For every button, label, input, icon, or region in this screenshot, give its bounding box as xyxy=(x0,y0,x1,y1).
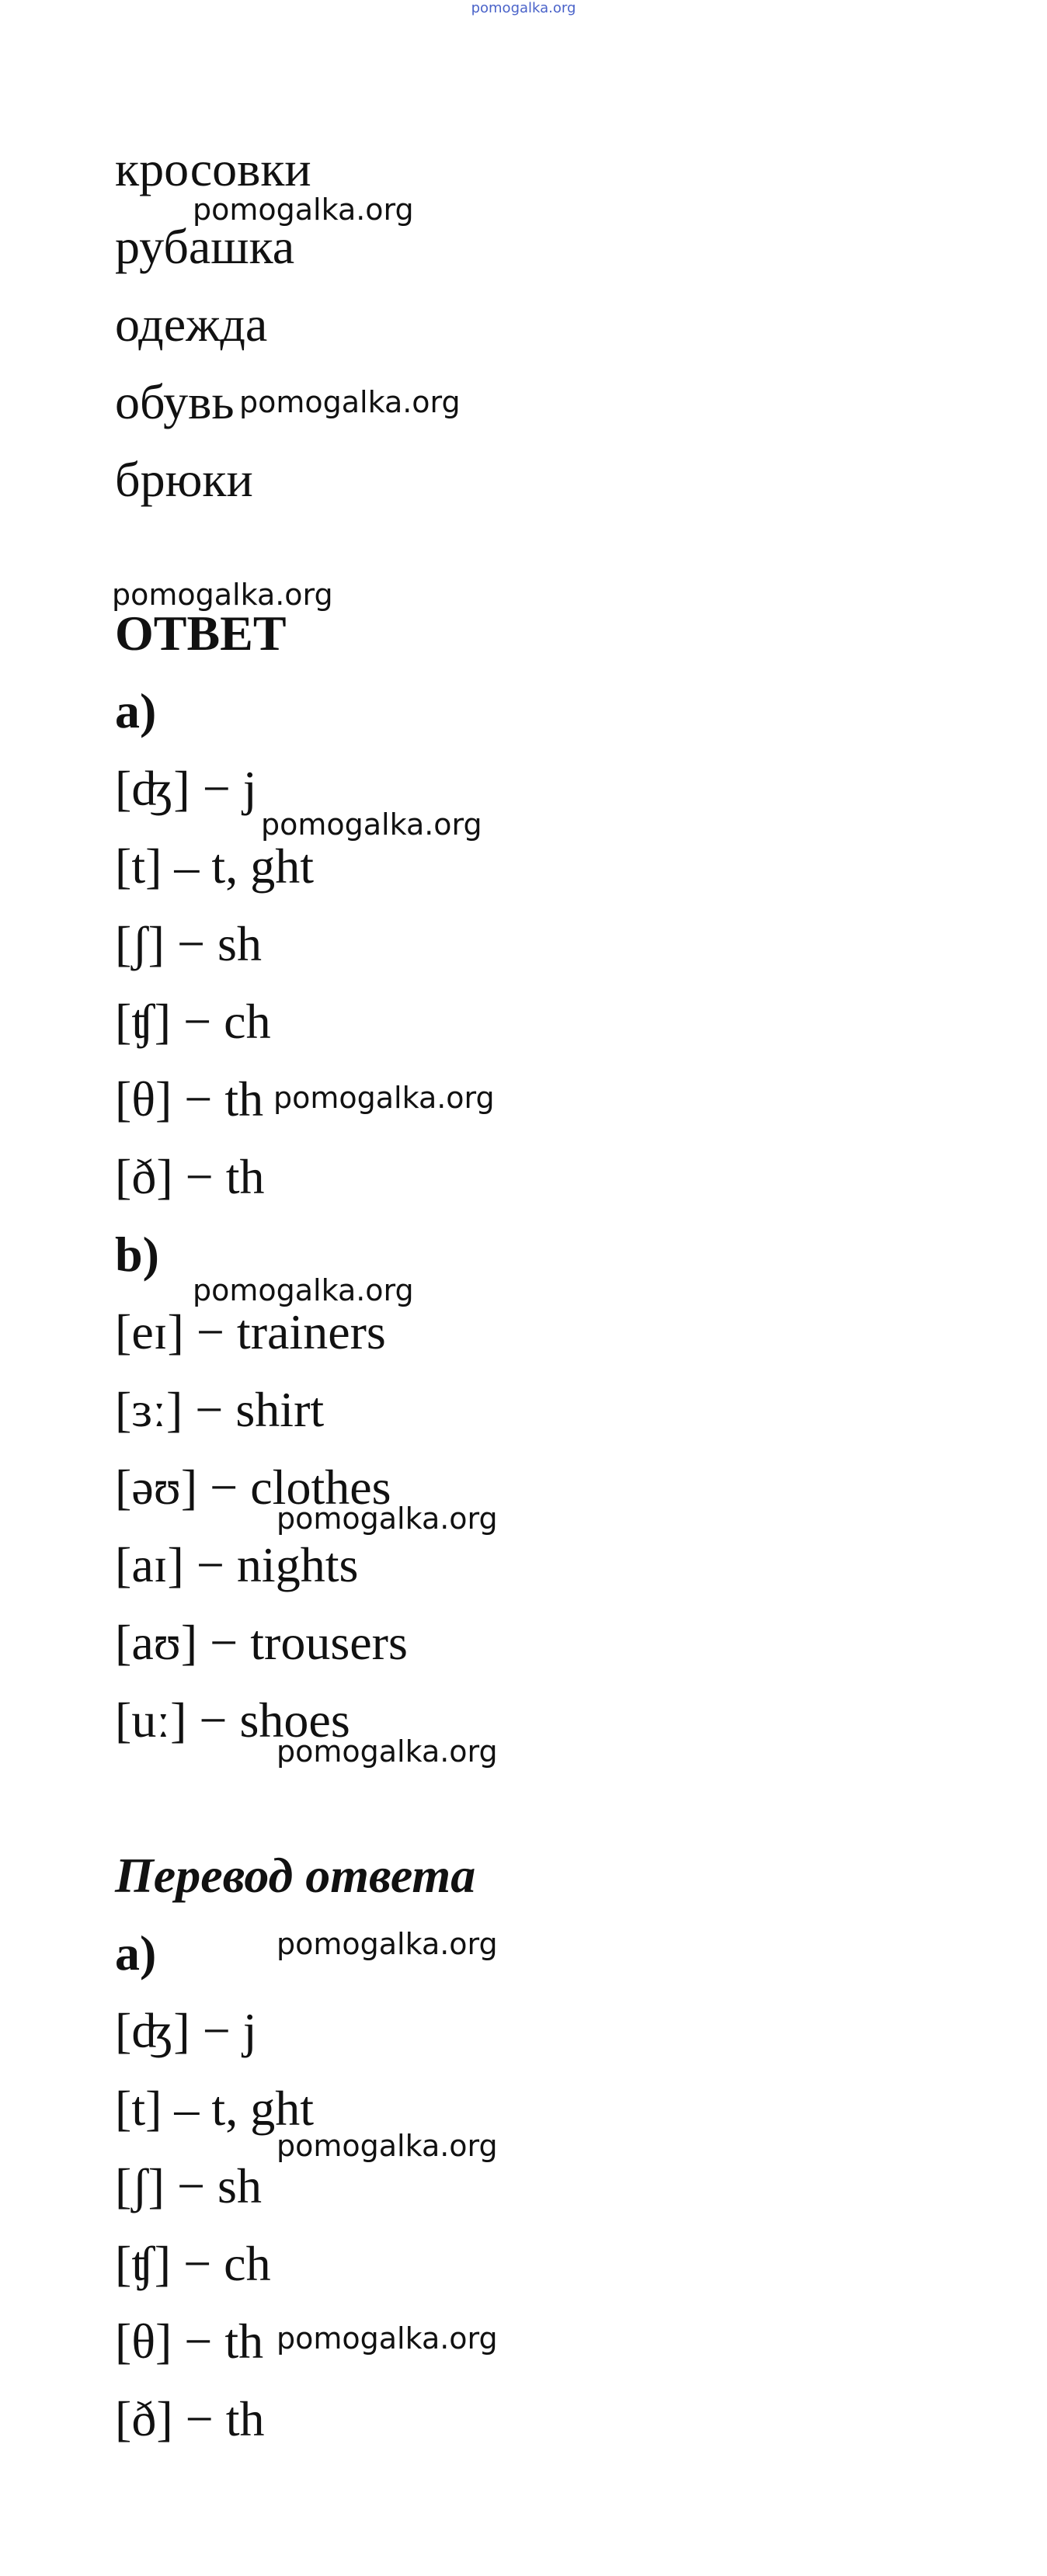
translation-a-label: a) xyxy=(115,1925,157,1981)
sound-line: [ʧ] − ch xyxy=(115,994,271,1049)
sound-line: [ð] − th xyxy=(115,2391,265,2446)
watermark: pomogalka.org xyxy=(277,2321,498,2356)
watermark: pomogalka.org xyxy=(277,1502,498,1536)
sound-line: [aɪ] − nights xyxy=(115,1537,359,1592)
sound-line: [aʊ] − trousers xyxy=(115,1615,408,1670)
word-item: брюки xyxy=(115,452,253,507)
sound-line: [ð] − th xyxy=(115,1149,265,1204)
watermark: pomogalka.org xyxy=(277,1734,498,1769)
watermark: pomogalka.org xyxy=(239,385,461,419)
sound-line: [ɜː] − shirt xyxy=(115,1382,325,1437)
watermark: pomogalka.org xyxy=(193,1273,414,1307)
sound-line: [ʧ] − ch xyxy=(115,2236,271,2291)
sound-line: [uː] − shoes xyxy=(115,1692,350,1748)
sound-line: [t] – t, ght xyxy=(115,838,314,894)
translation-heading: Перевод ответа xyxy=(115,1848,476,1903)
word-item: обувь xyxy=(115,374,235,429)
watermark: pomogalka.org xyxy=(277,1927,498,1961)
word-item: одежда xyxy=(115,297,268,352)
section-b-label: b) xyxy=(115,1227,159,1282)
sound-line: [ʤ] − j xyxy=(115,2003,257,2058)
sound-line: [θ] − th xyxy=(115,2314,264,2369)
word-item: кросовки xyxy=(115,141,311,196)
sound-line: [ʃ] − sh xyxy=(115,2158,262,2213)
watermark: pomogalka.org xyxy=(193,193,414,227)
answer-heading: ОТВЕТ xyxy=(115,606,287,661)
sound-line: [t] – t, ght xyxy=(115,2081,314,2136)
watermark: pomogalka.org xyxy=(273,1081,495,1115)
sound-line: [eɪ] − trainers xyxy=(115,1304,386,1359)
word-item: рубашка xyxy=(115,219,295,274)
watermark: pomogalka.org xyxy=(277,2129,498,2163)
watermark: pomogalka.org xyxy=(112,578,333,612)
top-watermark: pomogalka.org xyxy=(471,0,576,16)
sound-line: [ʤ] − j xyxy=(115,761,257,816)
sound-line: [əʊ] − clothes xyxy=(115,1460,391,1515)
watermark: pomogalka.org xyxy=(261,807,482,842)
sound-line: [θ] − th xyxy=(115,1071,264,1127)
section-a-label: a) xyxy=(115,683,157,738)
sound-line: [ʃ] − sh xyxy=(115,916,262,971)
